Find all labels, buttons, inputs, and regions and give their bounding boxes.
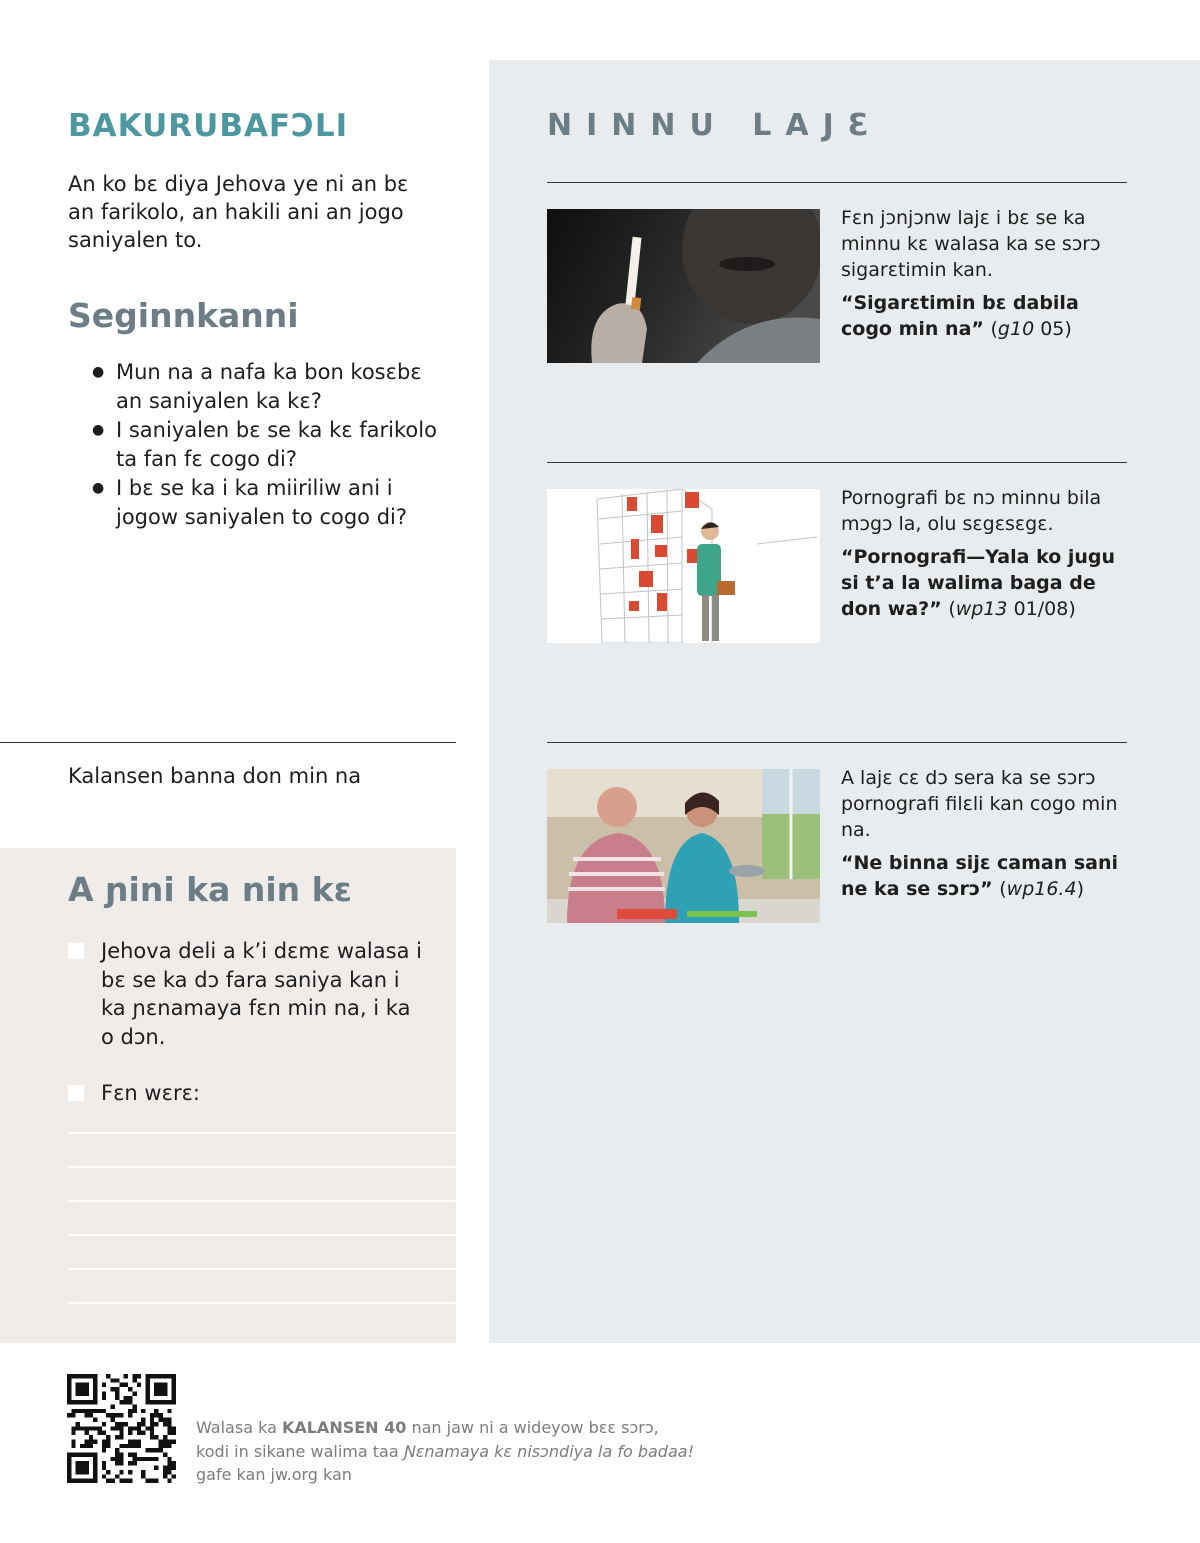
- footer-website[interactable]: gafe kan jw.org kan: [196, 1465, 352, 1484]
- checkbox[interactable]: [68, 1085, 84, 1101]
- todo-item[interactable]: [68, 937, 428, 1051]
- article-link-title[interactable]: “Sigarɛtimin bɛ dabila cogo min na”: [841, 292, 1079, 340]
- write-in-line[interactable]: [68, 1268, 456, 1270]
- article-intro: Pornografi bɛ nɔ minnu bila mɔgɔ la, olu sɛgɛsɛgɛ.: [841, 487, 1102, 535]
- todo-item-label: Fɛn wɛrɛ:: [101, 1081, 201, 1105]
- publication-code: wp16.4: [1006, 878, 1077, 900]
- write-in-line[interactable]: [68, 1302, 456, 1304]
- couple-cooking-photo[interactable]: [547, 769, 820, 923]
- divider: [547, 742, 1127, 743]
- article-card: Fɛn jɔnjɔnw lajɛ i bɛ se ka minnu kɛ walasa ka se sɔrɔ sigarɛtimin kan. “Sigarɛtimin bɛ dabila cogo min na” (g10 05): [841, 205, 1121, 342]
- divider: [0, 742, 456, 743]
- list-item: ● I saniyalen bɛ se ka kɛ farikolo ta fan fɛ cogo di?: [92, 416, 452, 473]
- article-intro: Fɛn jɔnjɔnw lajɛ i bɛ se ka minnu kɛ walasa ka se sɔrɔ sigarɛtimin kan.: [841, 207, 1101, 281]
- write-in-line[interactable]: [68, 1234, 456, 1236]
- divider: [547, 462, 1127, 463]
- divider: [547, 182, 1127, 183]
- explore-title: NINNU LAJƐ: [547, 108, 883, 143]
- list-item: ● Mun na a nafa ka bon kosɛbɛ an saniyalen ka kɛ?: [92, 358, 452, 415]
- book-title: Ɲɛnamaya kɛ nisɔndiya la fo badaa!: [403, 1441, 694, 1461]
- todo-item[interactable]: [68, 1079, 428, 1108]
- write-in-line[interactable]: [68, 1166, 456, 1168]
- write-in-line[interactable]: [68, 1200, 456, 1202]
- summary-text: An ko bɛ diya Jehova ye ni an bɛ an farikolo, an hakili ani an jogo saniyalen to.: [68, 172, 409, 252]
- article-link-title[interactable]: “Ne binna sijɛ caman sani ne ka se sɔrɔ”: [841, 852, 1119, 900]
- footer-note: Walasa ka KALANSEN 40 nan jaw ni a wideyow bɛɛ sɔrɔ, kodi in sikane walima taa Ɲɛnamaya kɛ nisɔndiya la fo badaa! gafe kan jw.org kan: [196, 1416, 694, 1487]
- review-questions-list: [92, 358, 452, 532]
- publication-issue: 05: [1040, 318, 1065, 340]
- article-intro: A lajɛ cɛ dɔ sera ka se sɔrɔ pornografi filɛli kan cogo min na.: [841, 767, 1118, 841]
- article-card: Pornografi bɛ nɔ minnu bila mɔgɔ la, olu sɛgɛsɛgɛ. “Pornografi—Yala ko jugu si t’a la walima baga de don wa?” (wp13 01/08): [841, 485, 1121, 622]
- cigarette-photo[interactable]: [547, 209, 820, 363]
- article-card: A lajɛ cɛ dɔ sera ka se sɔrɔ pornografi filɛli kan cogo min na. “Ne binna sijɛ caman sani ne ka se sɔrɔ” (wp16.4): [841, 765, 1121, 902]
- qr-code[interactable]: [67, 1374, 176, 1483]
- todo-title: A ɲini ka nin kɛ: [68, 870, 352, 909]
- lesson-number: KALANSEN 40: [281, 1418, 407, 1437]
- checkbox[interactable]: [68, 943, 84, 959]
- date-completed-label: Kalansen banna don min na: [68, 764, 362, 788]
- publication-code: g10: [997, 318, 1035, 340]
- questions-title: Seginnkanni: [68, 296, 299, 335]
- summary-title: BAKURUBAFƆLI: [68, 108, 349, 144]
- publication-code: wp13: [955, 598, 1008, 620]
- publication-issue: 01/08: [1013, 598, 1069, 620]
- article-link-title[interactable]: “Pornografi—Yala ko jugu si t’a la walima baga de don wa?”: [841, 546, 1116, 620]
- write-in-line[interactable]: [68, 1132, 456, 1134]
- pornography-illustration[interactable]: [547, 489, 820, 643]
- todo-item-label: Jehova deli a k’i dɛmɛ walasa i bɛ se ka dɔ fara saniya kan i ka ɲɛnamaya fɛn min na, i ka o dɔn.: [101, 939, 422, 1049]
- list-item: ● I bɛ se ka i ka miiriliw ani i jogow saniyalen to cogo di?: [92, 474, 452, 531]
